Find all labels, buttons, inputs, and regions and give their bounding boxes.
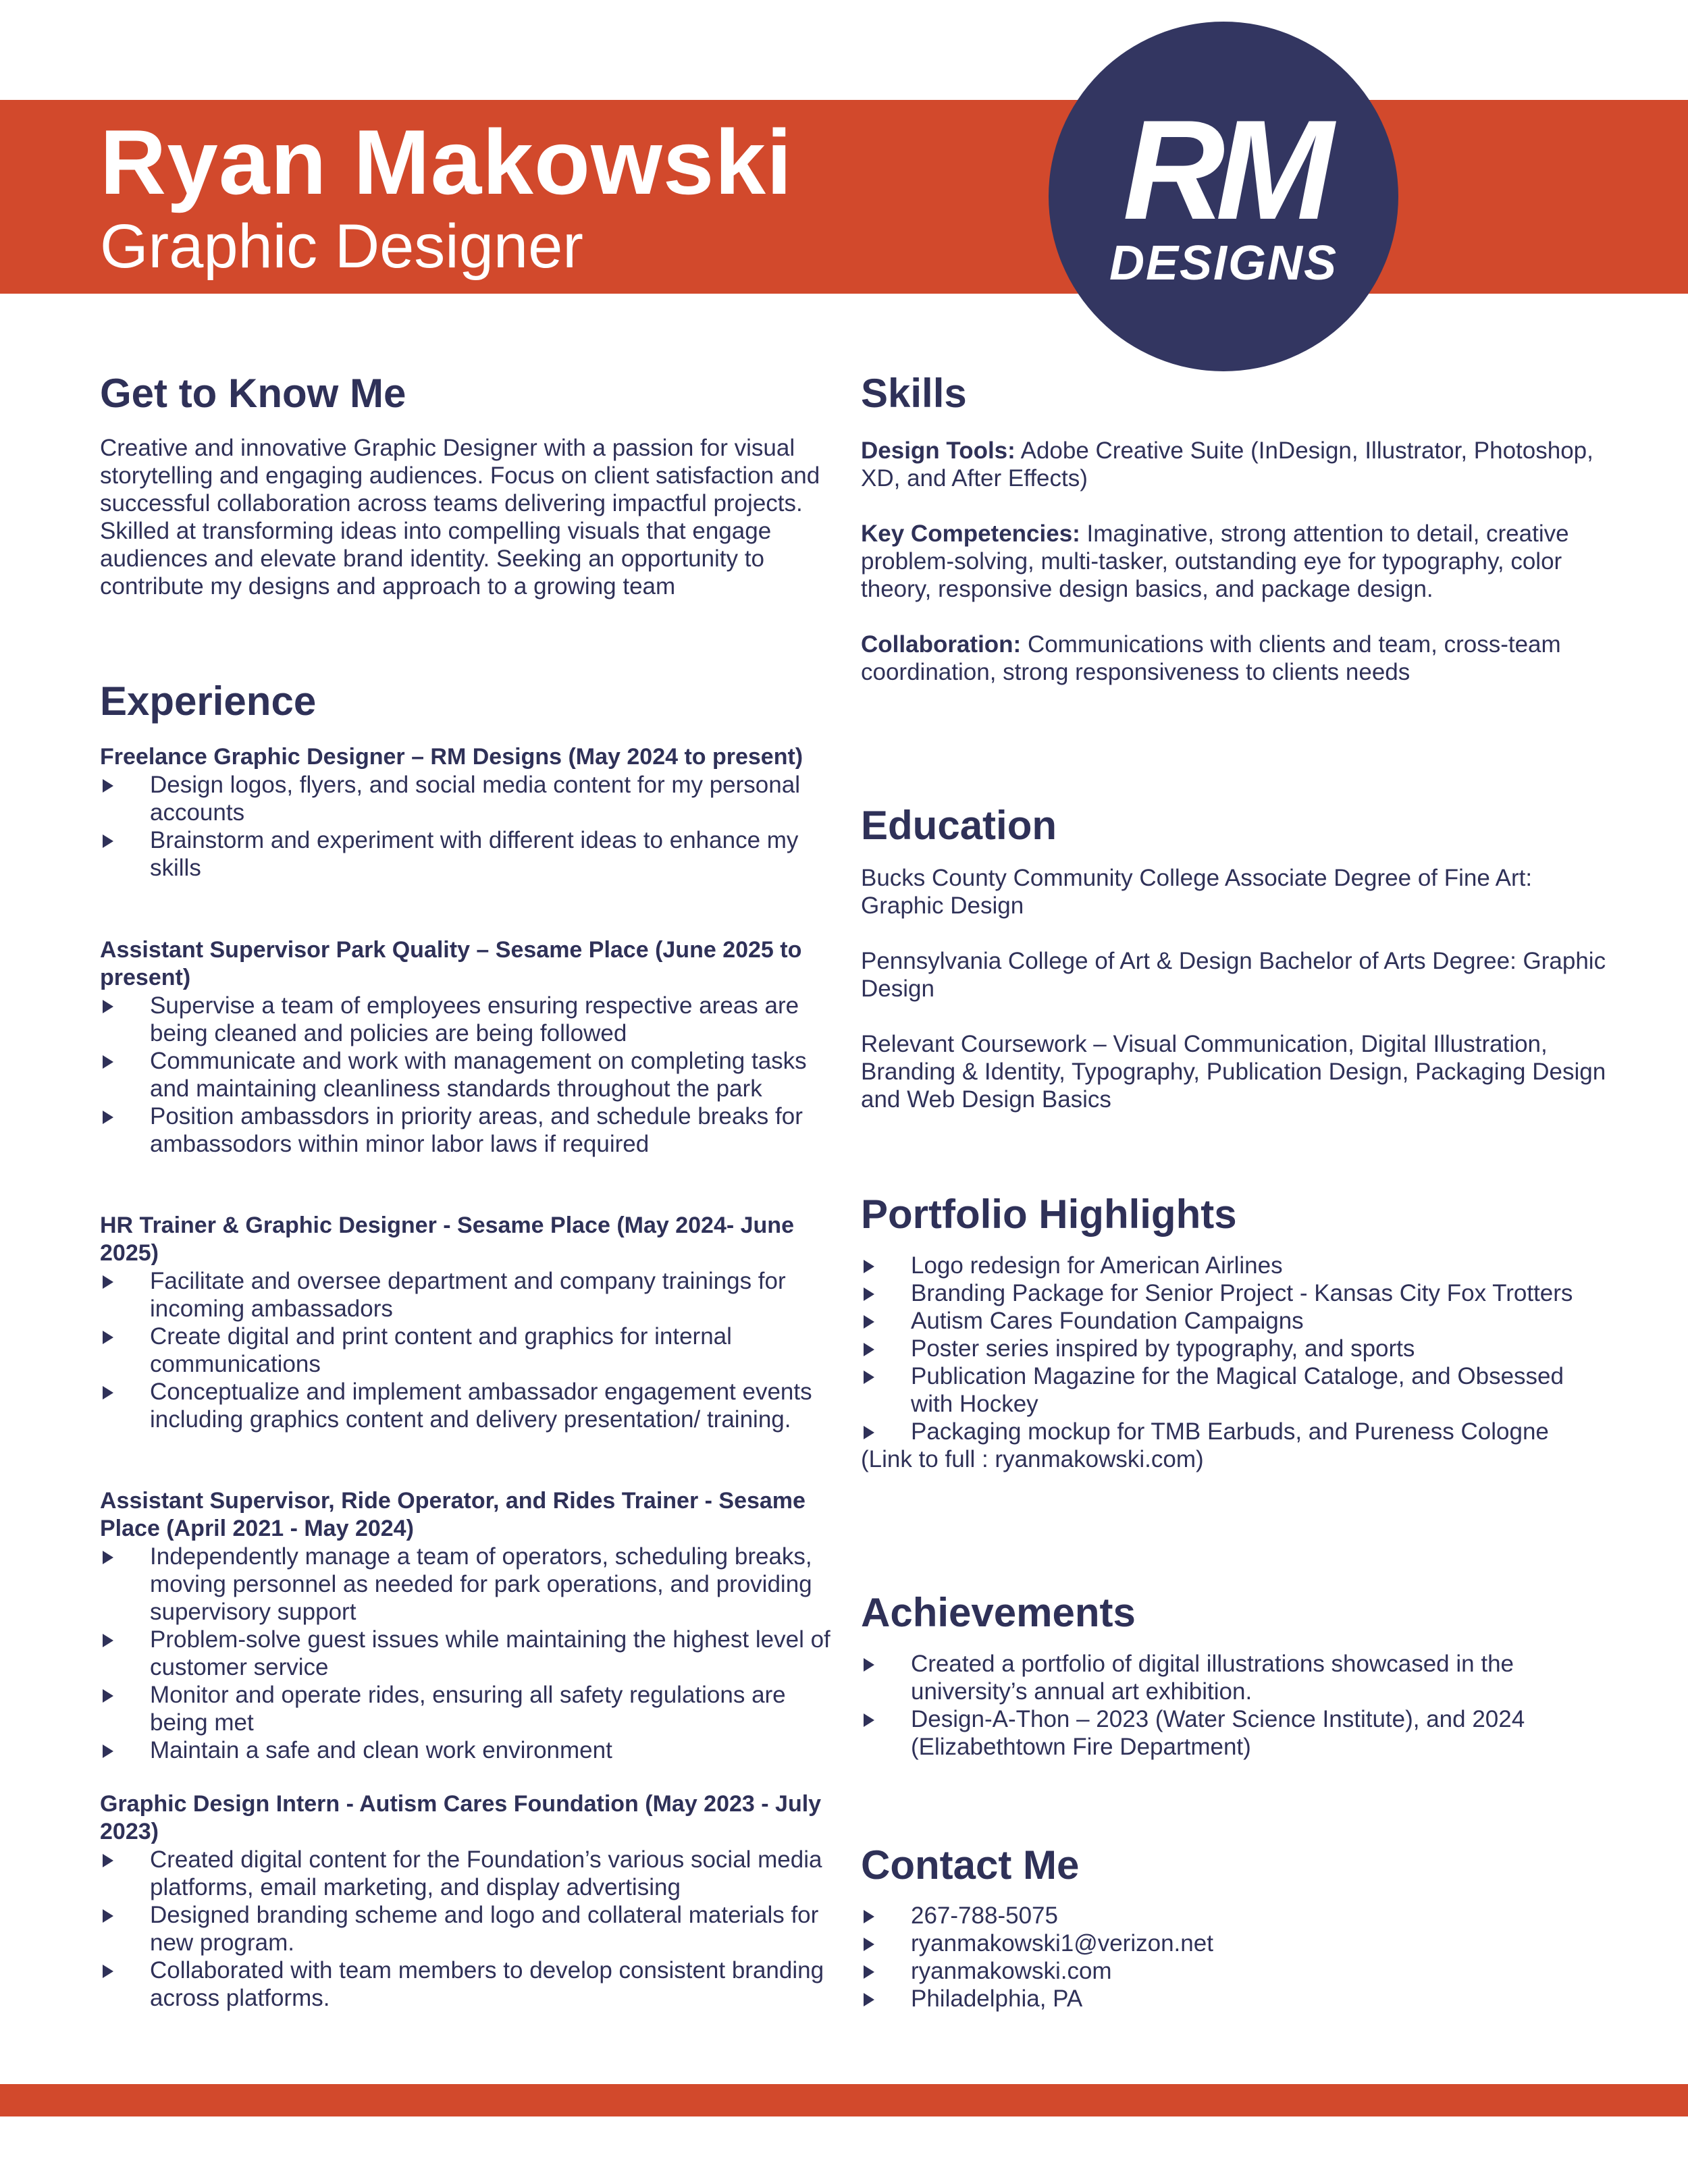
bullet-arrow-icon xyxy=(103,1744,113,1758)
bullet-arrow-icon xyxy=(103,1386,113,1400)
list-item: Brainstorm and experiment with different ideas to enhance my skills xyxy=(100,826,836,882)
list-item: Supervise a team of employees ensuring respective areas are being cleaned and policies are being followed xyxy=(100,992,836,1047)
bullet-arrow-icon xyxy=(103,1634,113,1647)
job-title: Assistant Supervisor, Ride Operator, and Rides Trainer - Sesame Place (April 2021 - May 2024) xyxy=(100,1488,806,1541)
portfolio-list xyxy=(861,1252,1610,1473)
skills-list xyxy=(861,437,1610,714)
portfolio-title: Portfolio Highlights xyxy=(861,1192,1237,1237)
bullet-arrow-icon xyxy=(864,1370,874,1384)
bullet-arrow-icon xyxy=(864,1965,874,1979)
contact-title: Contact Me xyxy=(861,1842,1080,1888)
about-body: Creative and innovative Graphic Designer with a passion for visual storytelling and engaging audiences. Focus on client satisfaction and successful collaboration across teams delivering impactful projects. Skilled at transforming ideas into compelling visuals that engage audiences and elevate brand identity. Seeking an opportunity to contribute my designs and approach to a growing team xyxy=(100,435,820,600)
skill-item: Design Tools: Adobe Creative Suite (InDesign, Illustrator, Photoshop, XD, and After Effects) xyxy=(861,437,1593,491)
contact-website[interactable]: ryanmakowski.com xyxy=(861,1957,1610,1985)
list-item: Position ambassdors in priority areas, and schedule breaks for ambassodors within minor labor laws if required xyxy=(100,1102,836,1158)
bullet-arrow-icon xyxy=(103,1909,113,1923)
bullet-arrow-icon xyxy=(103,1055,113,1069)
bullet-arrow-icon xyxy=(103,1551,113,1564)
list-item: Independently manage a team of operators, scheduling breaks, moving personnel as needed for park operations, and providing supervisory support xyxy=(100,1543,836,1626)
list-item: Branding Package for Senior Project - Kansas City Fox Trotters xyxy=(861,1279,1610,1307)
list-item: Autism Cares Foundation Campaigns xyxy=(861,1307,1610,1335)
bullet-arrow-icon xyxy=(864,1426,874,1439)
rm-designs-logo xyxy=(1049,22,1398,371)
job-title: Graphic Design Intern - Autism Cares Foundation (May 2023 - July 2023) xyxy=(100,1791,822,1844)
bullet-arrow-icon xyxy=(864,1938,874,1951)
list-item: Designed branding scheme and logo and collateral materials for new program. xyxy=(100,1901,836,1956)
list-item: Publication Magazine for the Magical Cataloge, and Obsessed with Hockey xyxy=(861,1362,1610,1418)
skills-title: Skills xyxy=(861,371,967,416)
job-4 xyxy=(100,1487,836,1764)
list-item: Poster series inspired by typography, and sports xyxy=(861,1335,1610,1362)
job-title: Freelance Graphic Designer – RM Designs (May 2024 to present) xyxy=(100,744,803,770)
list-item: Create digital and print content and graphics for internal communications xyxy=(100,1323,836,1378)
bullet-arrow-icon xyxy=(103,1111,113,1124)
bullet-arrow-icon xyxy=(864,1343,874,1356)
experience-title: Experience xyxy=(100,678,317,724)
list-item: Design logos, flyers, and social media content for my personal accounts xyxy=(100,771,836,826)
list-item: Communicate and work with management on completing tasks and maintaining cleanliness standards throughout the park xyxy=(100,1047,836,1102)
bullet-arrow-icon xyxy=(103,779,113,793)
bullet-arrow-icon xyxy=(864,1713,874,1727)
achievements-title: Achievements xyxy=(861,1590,1136,1635)
bullet-arrow-icon xyxy=(864,1910,874,1923)
bullet-arrow-icon xyxy=(103,1965,113,1978)
bullet-arrow-icon xyxy=(103,1331,113,1344)
job-title: HR Trainer & Graphic Designer - Sesame Place (May 2024- June 2025) xyxy=(100,1213,794,1266)
achievements-list xyxy=(861,1650,1610,1761)
list-item: Problem-solve guest issues while maintaining the highest level of customer service xyxy=(100,1626,836,1681)
logo-mark: RM xyxy=(1122,90,1325,249)
footer-band xyxy=(0,2084,1688,2116)
bullet-arrow-icon xyxy=(864,1260,874,1273)
list-item: Created digital content for the Foundation’s various social media platforms, email marketing, and display advertising xyxy=(100,1846,836,1901)
job-5 xyxy=(100,1790,836,2012)
education-title: Education xyxy=(861,803,1057,848)
bullet-arrow-icon xyxy=(864,1658,874,1672)
contact-email[interactable]: ryanmakowski1@verizon.net xyxy=(861,1929,1610,1957)
list-item: Collaborated with team members to develop consistent branding across platforms. xyxy=(100,1956,836,2012)
job-1 xyxy=(100,743,836,882)
contact-location: Philadelphia, PA xyxy=(861,1985,1610,2013)
about-title: Get to Know Me xyxy=(100,371,406,416)
resume-role: Graphic Designer xyxy=(100,212,583,281)
job-title: Assistant Supervisor Park Quality – Sesame Place (June 2025 to present) xyxy=(100,937,802,990)
job-3 xyxy=(100,1212,836,1433)
list-item: Facilitate and oversee department and company trainings for incoming ambassadors xyxy=(100,1267,836,1323)
list-item: Created a portfolio of digital illustrations showcased in the university’s annual art exhibition. xyxy=(861,1650,1610,1705)
list-item: Logo redesign for American Airlines xyxy=(861,1252,1610,1279)
contact-list xyxy=(861,1902,1610,2013)
bullet-arrow-icon xyxy=(103,1000,113,1013)
list-item: Packaging mockup for TMB Earbuds, and Pureness Cologne xyxy=(861,1418,1610,1445)
list-item: Design-A-Thon – 2023 (Water Science Institute), and 2024 (Elizabethtown Fire Department) xyxy=(861,1705,1610,1761)
list-item: Conceptualize and implement ambassador engagement events including graphics content and delivery presentation/ training. xyxy=(100,1378,836,1433)
logo-subtitle: DESIGNS xyxy=(1109,236,1338,290)
skill-item: Key Competencies: Imaginative, strong attention to detail, creative problem-solving, multi-tasker, outstanding eye for typography, color theory, responsive design basics, and package design. xyxy=(861,521,1569,602)
list-item: Monitor and operate rides, ensuring all safety regulations are being met xyxy=(100,1681,836,1736)
list-item: Maintain a safe and clean work environment xyxy=(100,1736,836,1764)
skill-item: Collaboration: Communications with clients and team, cross-team coordination, strong responsiveness to clients needs xyxy=(861,631,1561,685)
contact-phone[interactable]: 267-788-5075 xyxy=(861,1902,1610,1929)
bullet-arrow-icon xyxy=(103,1275,113,1289)
education-list xyxy=(861,864,1610,1141)
portfolio-link-note[interactable]: (Link to full : ryanmakowski.com) xyxy=(861,1446,1204,1472)
job-2 xyxy=(100,936,836,1158)
bullet-arrow-icon xyxy=(864,1287,874,1301)
education-item: Bucks County Community College Associate Degree of Fine Art: Graphic Design xyxy=(861,865,1533,919)
bullet-arrow-icon xyxy=(864,1993,874,2006)
bullet-arrow-icon xyxy=(103,1854,113,1867)
bullet-arrow-icon xyxy=(103,1689,113,1703)
education-item: Relevant Coursework – Visual Communication, Digital Illustration, Branding & Identity, Typography, Publication Design, Packaging Design and Web Design Basics xyxy=(861,1031,1606,1113)
bullet-arrow-icon xyxy=(103,834,113,848)
resume-name: Ryan Makowski xyxy=(100,111,793,213)
bullet-arrow-icon xyxy=(864,1315,874,1329)
education-item: Pennsylvania College of Art & Design Bachelor of Arts Degree: Graphic Design xyxy=(861,948,1606,1002)
